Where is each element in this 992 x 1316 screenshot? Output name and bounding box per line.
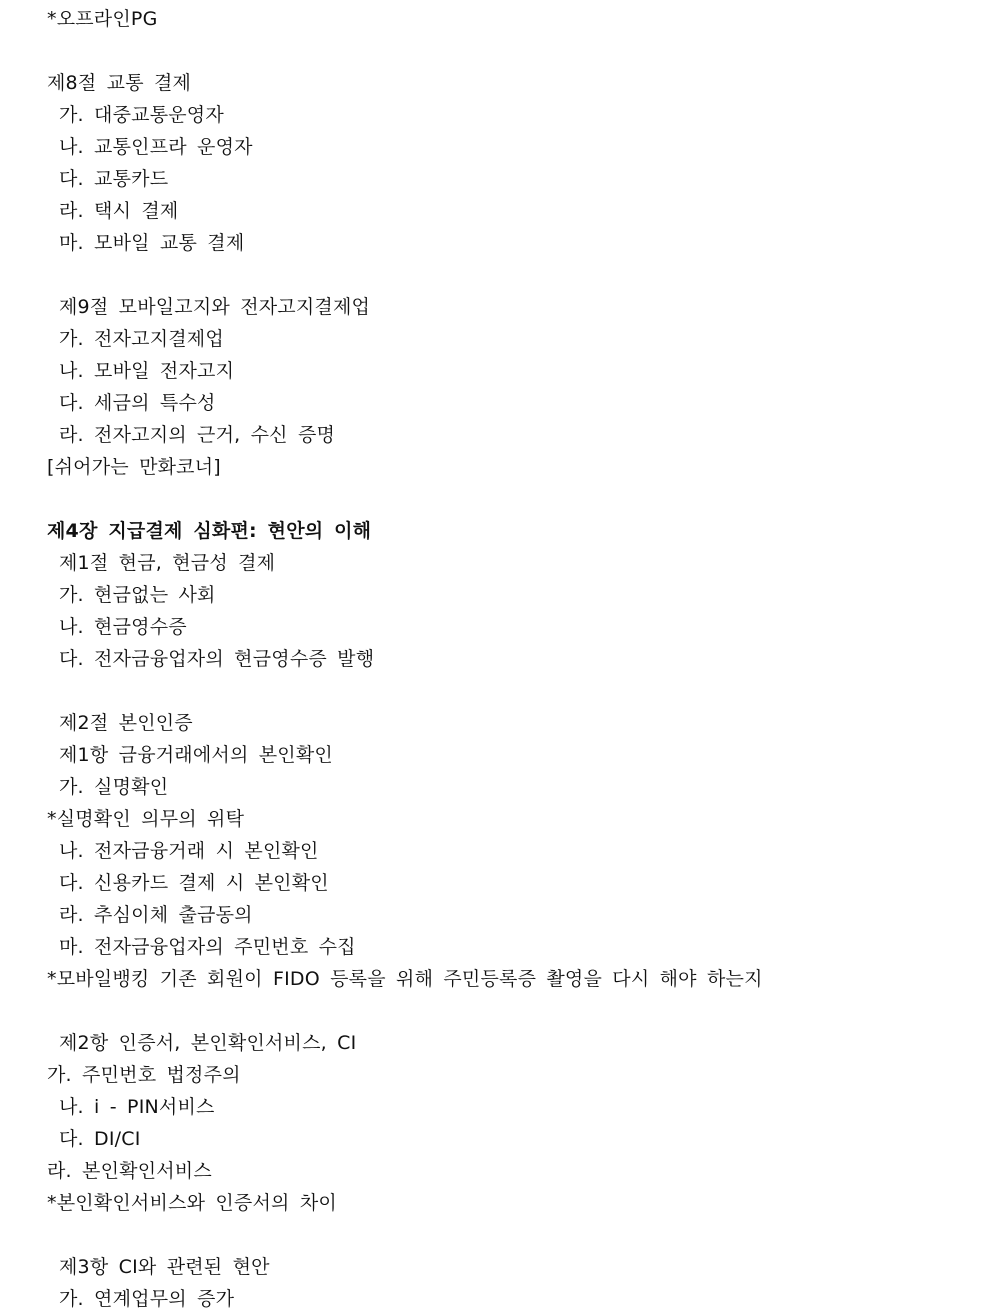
list-item: 다. 전자금융업자의 현금영수증 발행 — [59, 648, 375, 670]
list-item: 가. 주민번호 법정주의 — [47, 1064, 241, 1086]
text-line: *본인확인서비스와 인증서의 차이 — [47, 1192, 337, 1214]
text-line: [쉬어가는 만화코너] — [47, 456, 221, 478]
chapter-heading: 제4장 지급결제 심화편: 현안의 이해 — [47, 520, 372, 542]
text-line: *모바일뱅킹 기존 회원이 FIDO 등록을 위해 주민등록증 촬영을 다시 해야 하는지 — [47, 968, 763, 990]
list-item: 나. 전자금융거래 시 본인확인 — [59, 840, 319, 862]
list-item: 다. 신용카드 결제 시 본인확인 — [59, 872, 329, 894]
list-item: 다. DI/CI — [59, 1128, 141, 1150]
list-item: 가. 실명확인 — [59, 776, 169, 798]
list-item: 가. 연계업무의 증가 — [59, 1288, 235, 1310]
list-item: 나. i - PIN서비스 — [59, 1096, 215, 1118]
section-heading: 제2절 본인인증 — [59, 712, 193, 734]
list-item: 가. 대중교통운영자 — [59, 104, 224, 126]
list-item: 마. 모바일 교통 결제 — [59, 232, 245, 254]
text-line: *오프라인PG — [47, 8, 158, 30]
section-heading: 제1절 현금, 현금성 결제 — [59, 552, 276, 574]
section-heading: 제9절 모바일고지와 전자고지결제업 — [59, 296, 371, 318]
section-heading: 제8절 교통 결제 — [47, 72, 192, 94]
list-item: 다. 교통카드 — [59, 168, 169, 190]
list-item: 가. 전자고지결제업 — [59, 328, 224, 350]
list-item: 라. 본인확인서비스 — [47, 1160, 212, 1182]
list-item: 마. 전자금융업자의 주민번호 수집 — [59, 936, 356, 958]
subsection-heading: 제3항 CI와 관련된 현안 — [59, 1256, 270, 1278]
list-item: 나. 교통인프라 운영자 — [59, 136, 253, 158]
list-item: 나. 현금영수증 — [59, 616, 187, 638]
text-line: *실명확인 의무의 위탁 — [47, 808, 245, 830]
list-item: 라. 추심이체 출금동의 — [59, 904, 253, 926]
subsection-heading: 제1항 금융거래에서의 본인확인 — [59, 744, 333, 766]
list-item: 라. 전자고지의 근거, 수신 증명 — [59, 424, 336, 446]
subsection-heading: 제2항 인증서, 본인확인서비스, CI — [59, 1032, 357, 1054]
list-item: 나. 모바일 전자고지 — [59, 360, 235, 382]
list-item: 가. 현금없는 사회 — [59, 584, 216, 606]
list-item: 라. 택시 결제 — [59, 200, 179, 222]
list-item: 다. 세금의 특수성 — [59, 392, 216, 414]
